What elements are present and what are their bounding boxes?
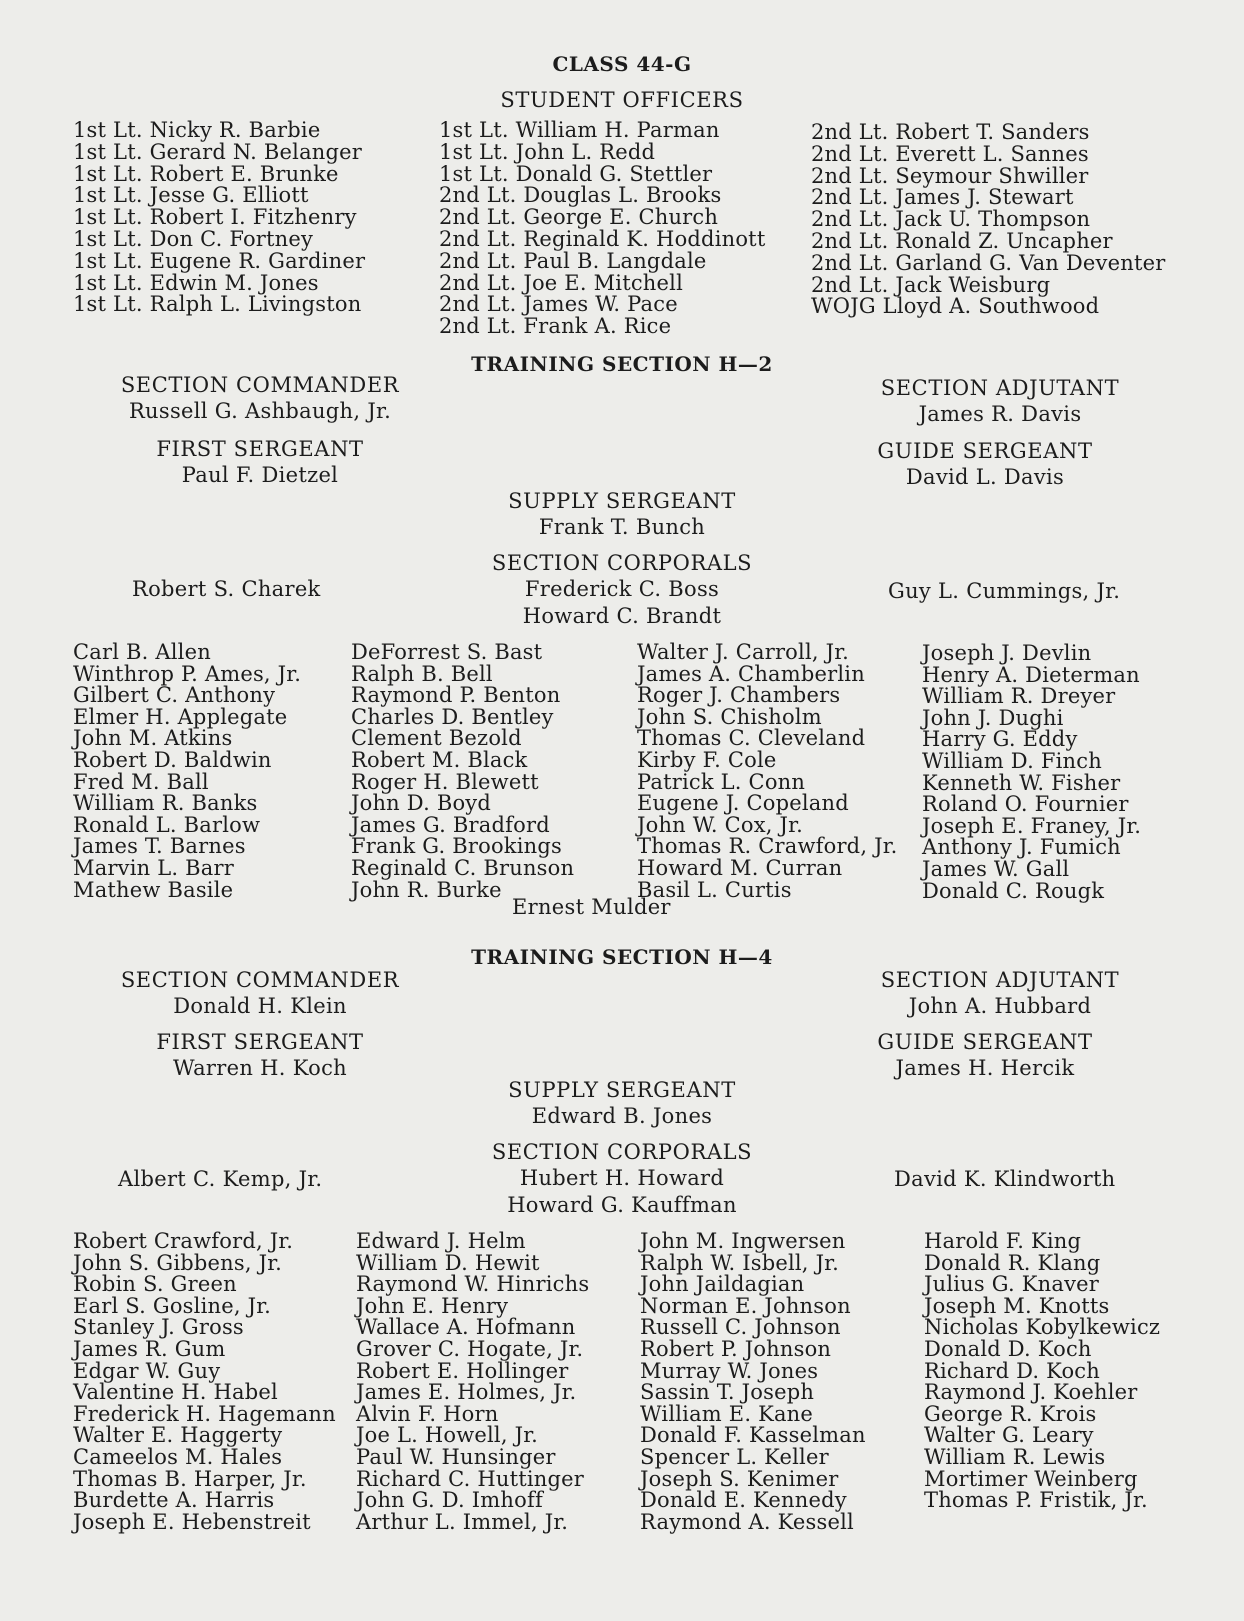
roster-name: 1st Lt. Ralph L. Livingston [73, 292, 362, 317]
section-h2-guide-sergeant [815, 439, 1155, 489]
roster-name: Roger J. Chambers [637, 683, 841, 708]
corporal-right: Guy L. Cummings, Jr. [888, 579, 1121, 603]
roster-name: Robert Crawford, Jr. [73, 1229, 294, 1253]
roster-name: Thomas R. Crawford, Jr. [637, 834, 898, 859]
roster-name: Robert D. Baldwin [73, 747, 272, 772]
roster-name: Robert M. Black [351, 747, 528, 772]
roster-name: Joseph E. Hebenstreit [73, 1509, 311, 1534]
roster-name: Basil L. Curtis [637, 877, 792, 902]
roster-name: Thomas P. Fristik, Jr. [924, 1488, 1148, 1513]
section-h2-column-2 [351, 642, 574, 901]
roster-name: Grover C. Hogate, Jr. [356, 1336, 584, 1361]
adjutant-name: James R. Davis [918, 402, 1082, 426]
adjutant-label: SECTION ADJUTANT [880, 968, 1120, 992]
roster-name: Joseph J. Devlin [922, 641, 1092, 665]
roster-name: John S. Chisholm [637, 704, 822, 729]
roster-name: 1st Lt. Eugene R. Gardiner [73, 248, 366, 273]
roster-name: Mortimer Weinberg [924, 1466, 1138, 1491]
roster-name: Elmer H. Applegate [73, 704, 288, 729]
corporals-label: SECTION CORPORALS [491, 551, 753, 575]
roster-name: Carl B. Allen [73, 640, 211, 664]
roster-name: Clement Bezold [351, 726, 522, 751]
roster-name: Robert E. Hollinger [356, 1358, 569, 1383]
roster-name: Sassin T. Joseph [640, 1380, 815, 1405]
roster-name: Earl S. Gosline, Jr. [73, 1293, 272, 1318]
roster-name: WOJG Lloyd A. Southwood [811, 294, 1100, 319]
roster-name: Alvin F. Horn [356, 1401, 499, 1426]
roster-name: 2nd Lt. Frank A. Rice [439, 314, 672, 339]
roster-name: Mathew Basile [73, 877, 234, 902]
section-h4-corporals [452, 1140, 792, 1217]
corporal-center-1: Frederick C. Boss [524, 577, 720, 601]
roster-name: George R. Krois [924, 1401, 1097, 1426]
roster-name: Eugene J. Copeland [637, 791, 849, 816]
roster-name: Donald R. Klang [924, 1250, 1101, 1275]
roster-name: Valentine H. Habel [73, 1380, 278, 1405]
section-h4-guide-sergeant [815, 1030, 1155, 1080]
roster-name: Walter E. Haggerty [73, 1423, 283, 1448]
roster-name: Joseph M. Knotts [924, 1293, 1110, 1318]
roster-name: 2nd Lt. George E. Church [439, 205, 719, 230]
corporal-left: Robert S. Charek [132, 577, 321, 601]
roster-name: DeForrest S. Bast [351, 640, 543, 664]
roster-name: John R. Burke [351, 877, 502, 902]
guide-sergeant-name: James H. Hercik [895, 1056, 1075, 1080]
roster-name: John G. D. Imhoff [356, 1488, 543, 1513]
student-officers-heading: STUDENT OFFICERS [500, 88, 744, 112]
roster-name: 2nd Lt. Douglas L. Brooks [439, 183, 722, 208]
first-sergeant-label: FIRST SERGEANT [156, 437, 364, 461]
section-h2-column-1 [73, 642, 301, 901]
section-h4-commander [90, 968, 430, 1018]
roster-name: William D. Finch [922, 748, 1102, 773]
corporal-center-2: Howard G. Kauffman [507, 1193, 737, 1217]
section-h4-supply-sergeant [452, 1078, 792, 1128]
corporal-left: Albert C. Kemp, Jr. [118, 1167, 323, 1191]
corporal-center-2: Howard C. Brandt [522, 604, 722, 628]
class-title: CLASS 44-G [552, 52, 692, 76]
section-h2-adjutant [830, 376, 1170, 426]
roster-name: James G. Bradford [351, 812, 550, 837]
roster-name: Raymond J. Koehler [924, 1380, 1138, 1405]
roster-name: James T. Barnes [73, 834, 246, 859]
roster-name: Joseph S. Kenimer [640, 1466, 839, 1491]
section-h2-first-sergeant [90, 437, 430, 487]
officers-column-2 [439, 120, 765, 338]
section-h4-adjutant [830, 968, 1170, 1018]
first-sergeant-name: Paul F. Dietzel [181, 463, 339, 487]
roster-name: John D. Boyd [351, 791, 492, 816]
roster-name: 2nd Lt. Ronald Z. Uncapher [811, 228, 1113, 253]
roster-name: Patrick L. Conn [637, 769, 806, 794]
roster-name: Gilbert C. Anthony [73, 683, 276, 708]
roster-name: Robert P. Johnson [640, 1336, 832, 1361]
roster-name: Thomas B. Harper, Jr. [73, 1466, 307, 1491]
section-h4-column-4 [924, 1231, 1160, 1512]
roster-name: 1st Lt. Edwin M. Jones [73, 270, 319, 295]
roster-name: Norman E. Johnson [640, 1293, 851, 1318]
roster-name: Donald F. Kasselman [640, 1423, 866, 1448]
roster-name: 2nd Lt. Joe E. Mitchell [439, 270, 683, 295]
roster-name: 2nd Lt. Garland G. Van Deventer [811, 250, 1166, 275]
adjutant-label: SECTION ADJUTANT [880, 376, 1120, 400]
first-sergeant-name: Warren H. Koch [173, 1056, 347, 1080]
roster-name: John M. Ingwersen [640, 1229, 846, 1253]
roster-name: 1st Lt. John L. Redd [439, 139, 656, 164]
roster-name: 2nd Lt. Everett L. Sannes [811, 141, 1089, 166]
commander-name: Russell G. Ashbaugh, Jr. [128, 399, 392, 423]
roster-name: John Jaildagian [640, 1272, 805, 1297]
roster-name: Edward J. Helm [356, 1229, 526, 1253]
corporal-center-1: Hubert H. Howard [519, 1166, 725, 1190]
roster-name: Murray W. Jones [640, 1358, 819, 1383]
roster-name: Richard C. Huttinger [356, 1466, 585, 1491]
section-h2-column-3 [637, 642, 898, 901]
roster-name: Charles D. Bentley [351, 704, 554, 729]
roster-name: John M. Atkins [73, 726, 233, 751]
roster-name: Joe L. Howell, Jr. [356, 1423, 539, 1448]
roster-name: Julius G. Knaver [924, 1272, 1099, 1297]
roster-name: William D. Hewit [356, 1250, 540, 1275]
roster-name: Frederick H. Hagemann [73, 1401, 336, 1426]
roster-name: Henry A. Dieterman [922, 662, 1140, 687]
roster-name: Kenneth W. Fisher [922, 770, 1121, 795]
section-h2-commander [90, 373, 430, 423]
roster-name: Joseph E. Franey, Jr. [922, 813, 1142, 838]
guide-sergeant-label: GUIDE SERGEANT [877, 439, 1093, 463]
roster-name: James A. Chamberlin [637, 661, 865, 686]
guide-sergeant-label: GUIDE SERGEANT [877, 1030, 1093, 1054]
roster-name: Ronald L. Barlow [73, 812, 261, 837]
roster-name: Fred M. Ball [73, 769, 209, 794]
roster-name: Paul W. Hunsinger [356, 1444, 556, 1469]
roster-name: Frank G. Brookings [351, 834, 562, 859]
commander-label: SECTION COMMANDER [120, 373, 400, 397]
roster-name: 2nd Lt. Robert T. Sanders [811, 120, 1090, 144]
roster-name: Russell C. Johnson [640, 1315, 841, 1340]
commander-label: SECTION COMMANDER [120, 968, 400, 992]
roster-name: Thomas C. Cleveland [637, 726, 866, 751]
roster-name: John J. Dughi [922, 705, 1064, 730]
roster-name: William R. Banks [73, 791, 258, 816]
adjutant-name: John A. Hubbard [908, 994, 1092, 1018]
roster-name: Reginald C. Brunson [351, 855, 575, 880]
roster-name: William R. Dreyer [922, 684, 1116, 709]
section-h2-supply-sergeant [452, 489, 792, 539]
roster-name: 1st Lt. Robert I. Fitzhenry [73, 205, 357, 230]
roster-name: 2nd Lt. Reginald K. Hoddinott [439, 226, 766, 251]
roster-name: 1st Lt. Jesse G. Elliott [73, 183, 309, 208]
roster-name: Raymond A. Kessell [640, 1509, 854, 1534]
corporals-label: SECTION CORPORALS [491, 1140, 753, 1164]
roster-name: Arthur L. Immel, Jr. [356, 1509, 569, 1534]
first-sergeant-label: FIRST SERGEANT [156, 1030, 364, 1054]
section-h4-column-2 [356, 1231, 589, 1533]
section-h4-column-1 [73, 1231, 336, 1533]
roster-name: Nicholas Kobylkewicz [924, 1315, 1161, 1340]
roster-name: 2nd Lt. Seymour Shwiller [811, 163, 1089, 188]
roster-name: Donald E. Kennedy [640, 1488, 847, 1513]
roster-name: 2nd Lt. James J. Stewart [811, 185, 1074, 210]
roster-name: Stanley J. Gross [73, 1315, 244, 1340]
roster-name: Howard M. Curran [637, 855, 843, 880]
roster-name: James E. Holmes, Jr. [356, 1380, 577, 1405]
supply-sergeant-name: Edward B. Jones [531, 1104, 713, 1128]
roster-name: Walter J. Carroll, Jr. [637, 640, 850, 664]
roster-name: Richard D. Koch [924, 1358, 1100, 1383]
commander-name: Donald H. Klein [173, 994, 347, 1018]
corporal-right: David K. Klindworth [894, 1167, 1116, 1191]
roster-name: 1st Lt. Nicky R. Barbie [73, 118, 321, 142]
roster-name: 2nd Lt. Jack U. Thompson [811, 207, 1091, 232]
roster-name: John E. Henry [356, 1293, 509, 1318]
roster-name: 1st Lt. Gerard N. Belanger [73, 139, 363, 164]
roster-name: Raymond W. Hinrichs [356, 1272, 590, 1297]
roster-name: Edgar W. Guy [73, 1358, 221, 1383]
roster-name: Roland O. Fournier [922, 792, 1129, 817]
roster-name: 2nd Lt. Jack Weisburg [811, 272, 1051, 297]
section-h4-column-3 [640, 1231, 866, 1533]
section-h2-title: TRAINING SECTION H—2 [471, 352, 773, 376]
roster-name: John S. Gibbens, Jr. [73, 1250, 283, 1275]
section-h2-trailing-name: Ernest Mulder [512, 895, 671, 919]
roster-name: William R. Lewis [924, 1444, 1106, 1469]
section-h4-title: TRAINING SECTION H—4 [471, 945, 773, 969]
roster-name: 2nd Lt. Paul B. Langdale [439, 248, 707, 273]
roster-name: Harold F. King [924, 1229, 1082, 1253]
roster-name: Donald C. Rougk [922, 878, 1105, 903]
roster-name: 1st Lt. Robert E. Brunke [73, 161, 339, 186]
officers-column-3 [811, 122, 1165, 318]
roster-name: Burdette A. Harris [73, 1488, 275, 1513]
guide-sergeant-name: David L. Davis [905, 465, 1065, 489]
roster-name: Anthony J. Fumich [922, 835, 1121, 860]
roster-name: William E. Kane [640, 1401, 814, 1426]
roster-name: John W. Cox, Jr. [637, 812, 803, 837]
roster-name: 1st Lt. Don C. Fortney [73, 226, 314, 251]
roster-name: 1st Lt. William H. Parman [439, 118, 720, 142]
supply-sergeant-name: Frank T. Bunch [538, 515, 706, 539]
roster-name: 1st Lt. Donald G. Stettler [439, 161, 713, 186]
roster-name: Cameelos M. Hales [73, 1444, 283, 1469]
roster-name: Robin S. Green [73, 1272, 237, 1297]
roster-name: James R. Gum [73, 1336, 226, 1361]
roster-name: Spencer L. Keller [640, 1444, 829, 1469]
roster-name: Ralph W. Isbell, Jr. [640, 1250, 839, 1275]
supply-sergeant-label: SUPPLY SERGEANT [508, 1078, 736, 1102]
supply-sergeant-label: SUPPLY SERGEANT [508, 489, 736, 513]
roster-name: Walter G. Leary [924, 1423, 1094, 1448]
roster-name: Raymond P. Benton [351, 683, 561, 708]
section-h2-corporals [452, 551, 792, 628]
roster-name: Marvin L. Barr [73, 855, 234, 880]
roster-name: Ralph B. Bell [351, 661, 493, 686]
roster-name: Wallace A. Hofmann [356, 1315, 576, 1340]
roster-name: 2nd Lt. James W. Pace [439, 292, 678, 317]
officers-column-1 [73, 120, 365, 316]
roster-name: Harry G. Eddy [922, 727, 1078, 752]
roster-name: Winthrop P. Ames, Jr. [73, 661, 302, 686]
roster-name: James W. Gall [922, 856, 1070, 881]
section-h4-first-sergeant [90, 1030, 430, 1080]
roster-name: Kirby F. Cole [637, 747, 777, 772]
roster-name: Donald D. Koch [924, 1336, 1092, 1361]
section-h2-column-4 [922, 643, 1141, 902]
roster-name: Roger H. Blewett [351, 769, 539, 794]
